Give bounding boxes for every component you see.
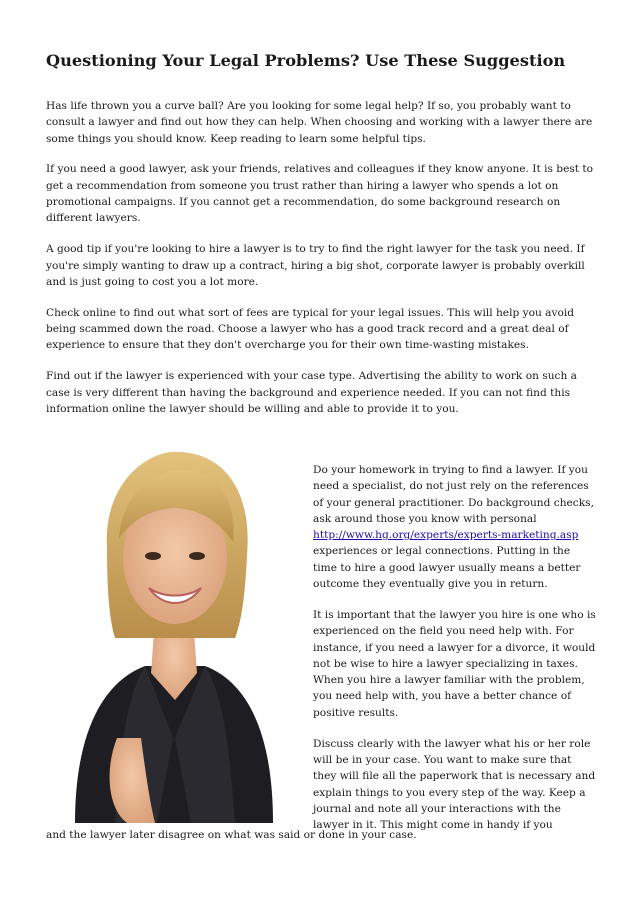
side-paragraph-role: Discuss clearly with the lawyer what his or her role will be in your case. You want to make sure that they will file all the paperwork that is necessary and explain things to you every step of the way. Keep a journal and note all your interactions with the lawyer in it. This might come in handy if you xyxy=(313,737,596,832)
experts-marketing-link[interactable]: http://www.hg.org/experts/experts-marketing.asp xyxy=(313,529,579,542)
paragraph-ask-friends: If you need a good lawyer, ask your friends, relatives and colleagues if they know anyone. It is best to get a recommendation from someone you trust rather than hiring a lawyer who spends a lot on promotional campaigns. If you cannot get a recommendation, do some background research on different lawyers. xyxy=(46,163,594,225)
lawyer-photo xyxy=(45,438,303,823)
side-paragraph-homework xyxy=(313,462,597,592)
closing-line: and the lawyer later disagree on what was said or done in your case. xyxy=(46,829,417,841)
paragraph-fees: Check online to find out what sort of fees are typical for your legal issues. This will help you avoid being scammed down the road. Choose a lawyer who has a good track record and a great deal of experience to ensure that they don't overcharge you for their own time-wasting mistakes. xyxy=(46,306,575,352)
paragraph-right-lawyer: A good tip if you're looking to hire a lawyer is to try to find the right lawyer for the task you need. If you're simply wanting to draw up a contract, hiring a big shot, corporate lawyer is probably overkill and is just going to cost you a lot more. xyxy=(46,243,585,288)
paragraph-intro: Has life thrown you a curve ball? Are you looking for some legal help? If so, you probably want to consult a lawyer and find out how they can help. When choosing and working with a lawyer there are some things you should know. Keep reading to learn some helpful tips. xyxy=(46,100,593,145)
side-paragraph-homework-text-b: experiences or legal connections. Putting in the time to hire a good lawyer usually means a better outcome they eventually give you in return. xyxy=(313,545,581,591)
article-title: Questioning Your Legal Problems? Use These Suggestion xyxy=(46,51,566,70)
side-paragraph-homework-text-a: Do your homework in trying to find a lawyer. If you need a specialist, do not just rely on the references of your general practitioner. Do background checks, ask around those you know with personal xyxy=(313,464,594,525)
side-paragraph-field-experience: It is important that the lawyer you hire is one who is experienced on the field you need help with. For instance, if you need a lawyer for a divorce, it would not be wise to hire a lawyer specializing in taxes. When you hire a lawyer familiar with the problem, you need help with, you have a better chance of positive results. xyxy=(313,608,596,719)
paragraph-experience: Find out if the lawyer is experienced with your case type. Advertising the ability to work on such a case is very different than having the background and experience needed. If you can not find this information online the lawyer should be willing and able to provide it to you. xyxy=(46,370,577,415)
side-column xyxy=(313,462,597,848)
article-body xyxy=(46,98,602,432)
